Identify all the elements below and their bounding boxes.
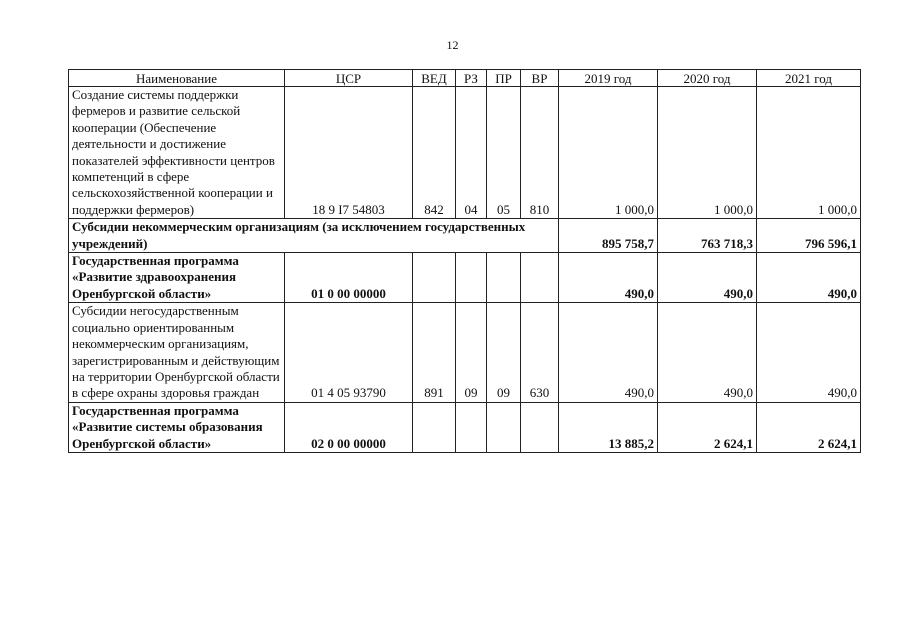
row-vr: 810 xyxy=(521,87,559,219)
row-2020: 2 624,1 xyxy=(658,402,757,452)
row-csr: 18 9 I7 54803 xyxy=(285,87,413,219)
header-name: Наименование xyxy=(69,70,285,87)
row-2019: 895 758,7 xyxy=(559,219,658,253)
row-2021: 796 596,1 xyxy=(757,219,861,253)
row-pr: 09 xyxy=(487,303,521,402)
row-2020: 490,0 xyxy=(658,253,757,303)
budget-table xyxy=(68,69,861,453)
row-ved xyxy=(413,402,456,452)
row-2019: 490,0 xyxy=(559,303,658,402)
header-ved: ВЕД xyxy=(413,70,456,87)
row-name: Субсидии некоммерческим организациям (за исключением государственных учреждений) xyxy=(69,219,559,253)
table-row xyxy=(69,219,861,253)
table-row xyxy=(69,402,861,452)
row-2020: 490,0 xyxy=(658,303,757,402)
row-2020: 763 718,3 xyxy=(658,219,757,253)
row-ved: 842 xyxy=(413,87,456,219)
row-rz xyxy=(456,253,487,303)
row-name: Государственная программа «Развитие системы образования Оренбургской области» xyxy=(69,402,285,452)
header-2019: 2019 год xyxy=(559,70,658,87)
row-pr: 05 xyxy=(487,87,521,219)
row-2021: 2 624,1 xyxy=(757,402,861,452)
row-csr: 01 4 05 93790 xyxy=(285,303,413,402)
table-row xyxy=(69,303,861,402)
header-2021: 2021 год xyxy=(757,70,861,87)
header-rz: РЗ xyxy=(456,70,487,87)
row-name: Субсидии негосударственным социально ориентированным некоммерческим организациям, зарегистрированным и действующим на территории Оренбургской области в сфере охраны здоровья граждан xyxy=(69,303,285,402)
row-2021: 490,0 xyxy=(757,303,861,402)
header-row xyxy=(69,70,861,87)
table-row xyxy=(69,87,861,219)
row-pr xyxy=(487,253,521,303)
header-pr: ПР xyxy=(487,70,521,87)
table-row xyxy=(69,253,861,303)
row-rz xyxy=(456,402,487,452)
row-2019: 1 000,0 xyxy=(559,87,658,219)
row-pr xyxy=(487,402,521,452)
row-name: Государственная программа «Развитие здравоохранения Оренбургской области» xyxy=(69,253,285,303)
row-2019: 490,0 xyxy=(559,253,658,303)
row-name: Создание системы поддержки фермеров и развитие сельской кооперации (Обеспечение деятельности и достижение показателей эффективности центров компетенций в сфере сельскохозяйственной кооперации и поддержки фермеров) xyxy=(69,87,285,219)
row-2020: 1 000,0 xyxy=(658,87,757,219)
row-2021: 1 000,0 xyxy=(757,87,861,219)
row-2019: 13 885,2 xyxy=(559,402,658,452)
row-ved xyxy=(413,253,456,303)
row-rz: 04 xyxy=(456,87,487,219)
header-csr: ЦСР xyxy=(285,70,413,87)
row-rz: 09 xyxy=(456,303,487,402)
header-vr: ВР xyxy=(521,70,559,87)
row-vr xyxy=(521,402,559,452)
row-ved: 891 xyxy=(413,303,456,402)
row-csr: 02 0 00 00000 xyxy=(285,402,413,452)
row-2021: 490,0 xyxy=(757,253,861,303)
page-number: 12 xyxy=(446,38,459,52)
row-vr xyxy=(521,253,559,303)
row-vr: 630 xyxy=(521,303,559,402)
header-2020: 2020 год xyxy=(658,70,757,87)
row-csr: 01 0 00 00000 xyxy=(285,253,413,303)
